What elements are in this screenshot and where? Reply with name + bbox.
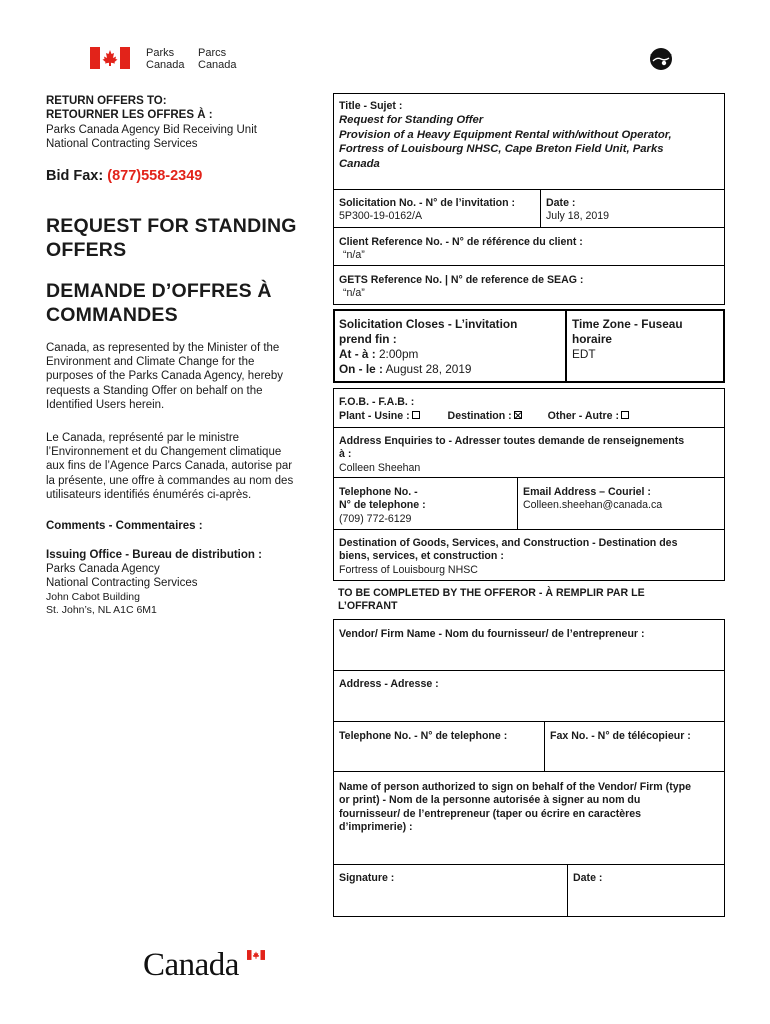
time-zone: EDT (572, 347, 596, 361)
client-reference-box: Client Reference No. - N° de référence du client : “n/a” (333, 227, 725, 266)
contact-name: Colleen Sheehan (339, 461, 421, 474)
authorized-person-field[interactable]: Name of person authorized to sign on behalf of the Vendor/ Firm (type or print) - Nom de la personne autorisée à signer au nom du fournisseur/ de l’entrepreneur (taper ou écrire en caractères d’imprimerie) : (339, 781, 691, 834)
plant-checkbox[interactable] (412, 411, 420, 419)
beaver-crest-icon (647, 44, 675, 72)
fob-options: Plant - Usine : Destination : Other - Autre : (339, 410, 719, 423)
signature-field[interactable]: Signature : (339, 872, 395, 884)
bid-fax-number: (877)558-2349 (107, 168, 203, 184)
solicitation-date: July 18, 2019 (546, 210, 610, 223)
brand-parcs-fr: Parcs Canada (198, 47, 237, 71)
vendor-telephone-field[interactable]: Telephone No. - N° de telephone : (339, 730, 508, 742)
offeror-heading: TO BE COMPLETED BY THE OFFEROR - À REMPLIR PAR LE L’OFFRANT (338, 587, 645, 613)
return-offers-heading: RETURN OFFERS TO: RETOURNER LES OFFRES À : (46, 95, 213, 122)
page-title-en: REQUEST FOR STANDING OFFERS (46, 215, 297, 261)
solicitation-closes-box: Solicitation Closes - L’invitation prend fin : At - à : 2:00pm On - le : August 28, 2019 Time Zone - Fuseau horaire EDT (333, 309, 725, 383)
canada-flag-icon (90, 47, 130, 69)
title-text: Request for Standing Offer Provision of a Heavy Equipment Rental with/without Operator, Fortress of Louisbourg NHSC, Cape Breton Field Unit, Parks Canada (339, 114, 672, 170)
page-title-fr: DEMANDE D’OFFRES À COMMANDES (46, 280, 272, 326)
gets-reference-box: GETS Reference No. | N° de reference de SEAG : “n/a” (333, 265, 725, 305)
address-enquiries: Address Enquiries to - Adresser toutes demande de renseignements à : Colleen Sheehan (339, 435, 685, 474)
delivery-contact-box: F.O.B. - F.A.B. : Plant - Usine : Destination : Other - Autre : Address Enquiries to - Adresser toutes demande de renseignements à : Colleen Sheehan Telephone No. - N° de telephone : (709) 772-6129 Email Address – Couriel : Colleen.sheehan@canada.ca Destination of Goods, Services, and Construction - Destination des biens, services, et construction : Fortress of Louisbourg NHSC (333, 388, 725, 581)
comments-label: Comments - Commentaires : (46, 520, 203, 532)
intro-paragraph-fr: Le Canada, représenté par le ministre l’Environnement et du Changement climatique aux fins de l’Agence Parcs Canada, autorise par la présente, une offre à commandes au nom des utilisateurs identifiés énumérés ci-après. (46, 432, 294, 501)
canada-wordmark: Canada (143, 945, 268, 985)
offeror-box (333, 619, 725, 917)
intro-paragraph-en: Canada, as represented by the Minister of the Environment and Climate Change for the purposes of the Parks Canada Agency, hereby requests a Standing Offer on behalf on the Identified Users herein. (46, 342, 283, 411)
vendor-name-field[interactable]: Vendor/ Firm Name - Nom du fournisseur/ de l’entrepreneur : (339, 628, 645, 640)
bid-receiving-unit: Parks Canada Agency Bid Receiving Unit National Contracting Services (46, 124, 257, 151)
closing-date: August 28, 2019 (385, 362, 472, 376)
contact-email: Email Address – Couriel : Colleen.sheehan@canada.ca (523, 486, 663, 512)
closing-time: 2:00pm (378, 347, 419, 361)
destination-checkbox[interactable] (514, 411, 522, 419)
solicitation-box: Solicitation No. - N° de l’invitation : 5P300-19-0162/A Date : July 18, 2019 (333, 189, 725, 228)
signature-date-field[interactable]: Date : (573, 872, 603, 884)
solicitation-number: 5P300-19-0162/A (339, 210, 423, 223)
other-checkbox[interactable] (621, 411, 629, 419)
brand-parks-en: Parks Canada (146, 47, 185, 71)
contact-telephone: Telephone No. - N° de telephone : (709) 772-6129 (339, 486, 426, 525)
fax-field[interactable]: Fax No. - N° de télécopieur : (550, 730, 691, 742)
bid-fax: Bid Fax: (877)558-2349 (46, 168, 203, 184)
address-field[interactable]: Address - Adresse : (339, 678, 439, 690)
issuing-office: Issuing Office - Bureau de distribution : Parks Canada Agency National Contracting Services John Cabot Building St. John’s, NL A1C 6M1 (46, 549, 262, 617)
destination-of-goods: Destination of Goods, Services, and Construction - Destination des biens, services, et construction : Fortress of Louisbourg NHSC (339, 537, 678, 576)
canada-wordmark-flag-icon (247, 950, 265, 960)
title-box: Title - Sujet : Request for Standing Offer Provision of a Heavy Equipment Rental with/without Operator, Fortress of Louisbourg NHSC, Cape Breton Field Unit, Parks Canada (333, 93, 725, 190)
